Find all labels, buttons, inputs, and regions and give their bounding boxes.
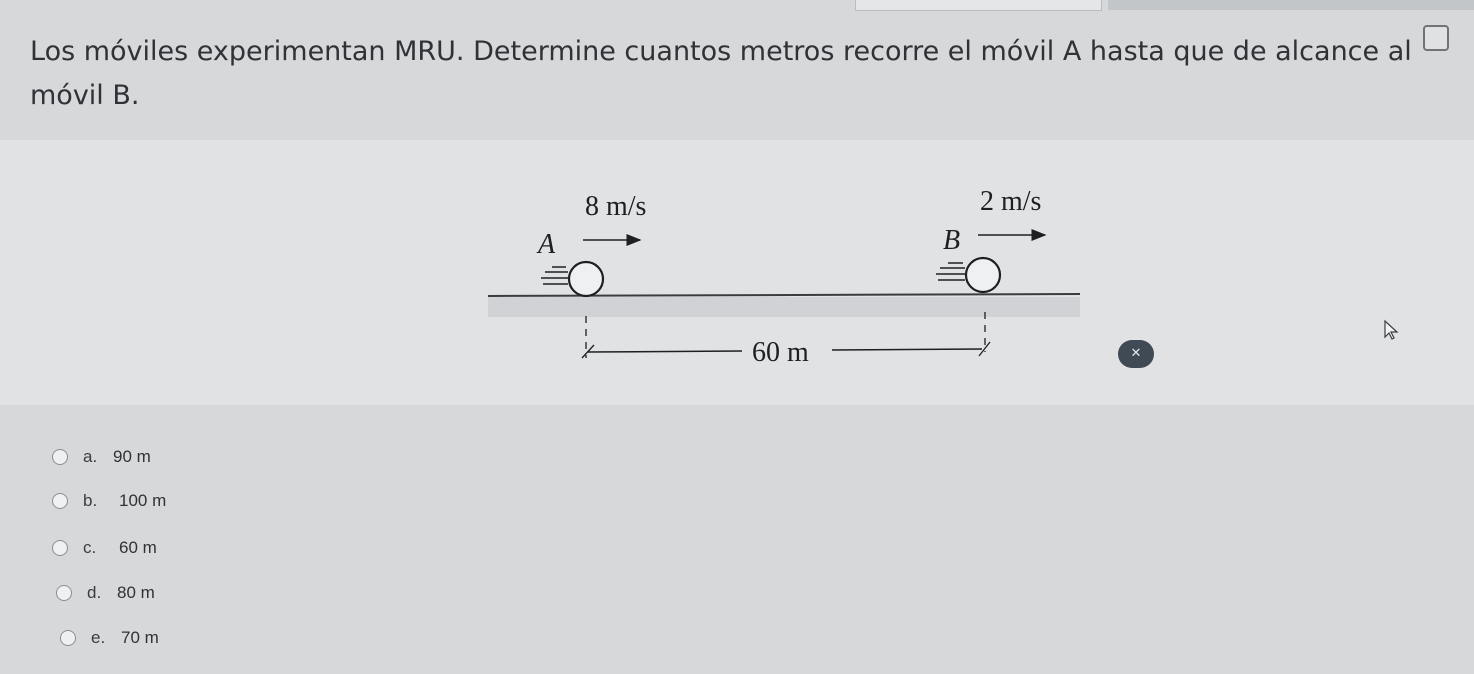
- option-a[interactable]: [52, 442, 151, 472]
- mru-diagram: [0, 140, 1474, 405]
- mobile-a-ball: [541, 262, 603, 296]
- radio-icon[interactable]: [52, 540, 68, 556]
- option-letter: e.: [91, 628, 106, 647]
- top-input-field[interactable]: [855, 0, 1102, 11]
- distance-line-right: [832, 349, 982, 350]
- ground-shade: [488, 297, 1080, 317]
- question-text: Los móviles experimentan MRU. Determine cuantos metros recorre el móvil A hasta que de alcance al móvil B.: [30, 36, 1412, 111]
- option-letter: a.: [83, 447, 98, 466]
- option-e[interactable]: [60, 623, 159, 653]
- option-letter: d.: [87, 583, 102, 602]
- option-text: 100 m: [119, 491, 167, 510]
- option-text: 70 m: [121, 628, 159, 647]
- help-icon[interactable]: [1423, 25, 1449, 51]
- mobile-b-label: B: [943, 225, 961, 256]
- option-text: 60 m: [119, 538, 157, 557]
- top-bar: [1108, 0, 1474, 10]
- option-text: 90 m: [113, 447, 151, 466]
- option-letter: b.: [83, 491, 98, 510]
- distance-line-left: [588, 351, 742, 352]
- radio-icon[interactable]: [52, 449, 68, 465]
- option-d[interactable]: [56, 578, 155, 608]
- pin-icon[interactable]: ✕: [1118, 340, 1154, 368]
- option-letter: c.: [83, 538, 97, 557]
- speed-b-label: 2 m/s: [980, 186, 1042, 217]
- option-b[interactable]: [52, 486, 166, 516]
- speed-a-label: 8 m/s: [585, 191, 647, 222]
- cursor-icon: [1383, 319, 1401, 341]
- figure-panel: [0, 140, 1474, 405]
- radio-icon[interactable]: [56, 585, 72, 601]
- distance-label: 60 m: [752, 337, 809, 368]
- mobile-b-ball: [936, 258, 1000, 292]
- radio-icon[interactable]: [60, 630, 76, 646]
- radio-icon[interactable]: [52, 493, 68, 509]
- mobile-a-label: A: [538, 229, 556, 260]
- option-c[interactable]: [52, 533, 157, 563]
- option-text: 80 m: [117, 583, 155, 602]
